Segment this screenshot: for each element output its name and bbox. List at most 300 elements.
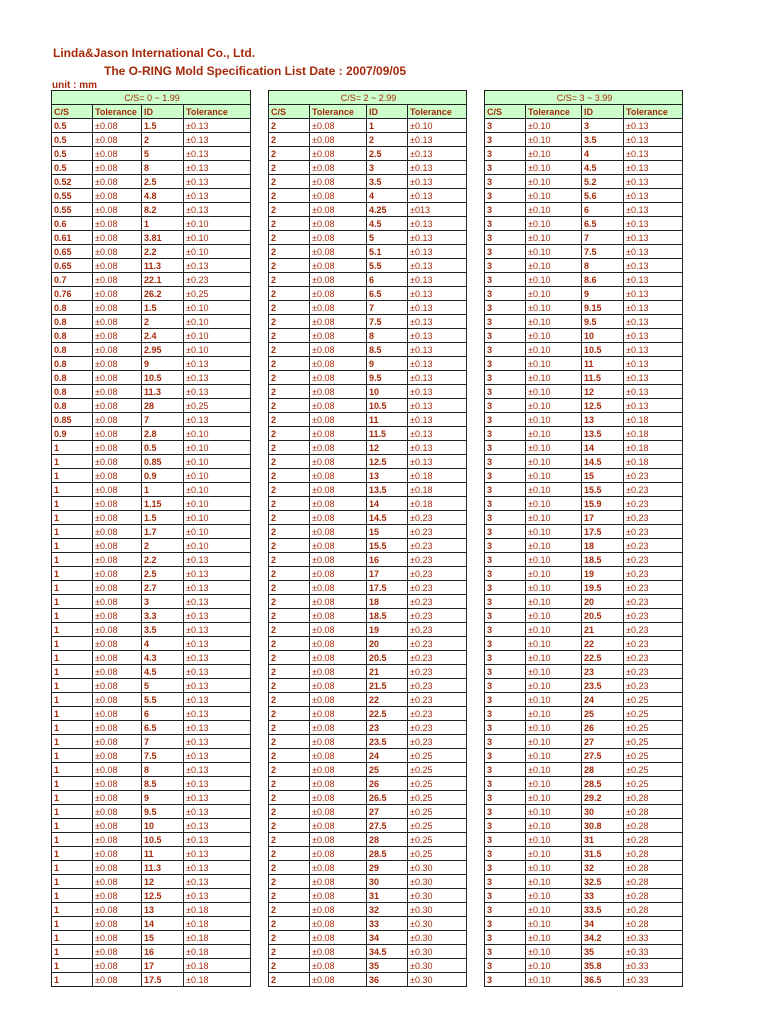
column-header: C/S xyxy=(269,105,310,119)
cs-cell: 1 xyxy=(52,497,93,511)
cs-cell: 3 xyxy=(485,133,526,147)
cs-tolerance-cell: ±0.10 xyxy=(526,819,582,833)
table-row xyxy=(52,539,251,553)
id-cell: 12.5 xyxy=(142,889,184,903)
id-tolerance-cell: ±0.13 xyxy=(184,819,251,833)
id-tolerance-cell: ±0.25 xyxy=(184,287,251,301)
cs-tolerance-cell: ±0.08 xyxy=(93,231,142,245)
table-row xyxy=(269,763,467,777)
cs-tolerance-cell: ±0.10 xyxy=(526,693,582,707)
cs-cell: 2 xyxy=(269,483,310,497)
cs-cell: 1 xyxy=(52,707,93,721)
table-row xyxy=(52,245,251,259)
id-tolerance-cell: ±0.25 xyxy=(624,735,683,749)
id-cell: 5.2 xyxy=(582,175,624,189)
id-tolerance-cell: ±0.25 xyxy=(624,763,683,777)
cs-cell: 2 xyxy=(269,833,310,847)
table-row xyxy=(485,889,683,903)
unit-label: unit : mm xyxy=(52,80,97,91)
cs-cell: 3 xyxy=(485,833,526,847)
id-tolerance-cell: ±0.13 xyxy=(184,147,251,161)
table-row xyxy=(269,133,467,147)
cs-tolerance-cell: ±0.08 xyxy=(93,805,142,819)
table-row xyxy=(485,917,683,931)
cs-cell: 2 xyxy=(269,861,310,875)
id-cell: 17.5 xyxy=(582,525,624,539)
cs-tolerance-cell: ±0.08 xyxy=(310,651,367,665)
column-header: Tolerance xyxy=(184,105,251,119)
id-cell: 27.5 xyxy=(367,819,408,833)
id-cell: 11 xyxy=(582,357,624,371)
id-tolerance-cell: ±0.13 xyxy=(624,175,683,189)
cs-tolerance-cell: ±0.10 xyxy=(526,805,582,819)
id-cell: 22.1 xyxy=(142,273,184,287)
column-header: Tolerance xyxy=(624,105,683,119)
cs-cell: 2 xyxy=(269,539,310,553)
table-row xyxy=(269,399,467,413)
table-row xyxy=(485,175,683,189)
id-cell: 4.25 xyxy=(367,203,408,217)
table-row xyxy=(52,273,251,287)
cs-tolerance-cell: ±0.10 xyxy=(526,623,582,637)
table-row xyxy=(52,119,251,133)
id-tolerance-cell: ±0.25 xyxy=(408,833,467,847)
cs-tolerance-cell: ±0.10 xyxy=(526,931,582,945)
table-row xyxy=(485,931,683,945)
cs-tolerance-cell: ±0.08 xyxy=(93,623,142,637)
cs-cell: 3 xyxy=(485,301,526,315)
cs-cell: 0.5 xyxy=(52,147,93,161)
id-cell: 30 xyxy=(367,875,408,889)
cs-tolerance-cell: ±0.08 xyxy=(310,637,367,651)
cs-cell: 1 xyxy=(52,483,93,497)
cs-cell: 2 xyxy=(269,231,310,245)
cs-cell: 3 xyxy=(485,777,526,791)
cs-tolerance-cell: ±0.10 xyxy=(526,707,582,721)
cs-tolerance-cell: ±0.08 xyxy=(93,245,142,259)
cs-cell: 0.65 xyxy=(52,245,93,259)
cs-tolerance-cell: ±0.10 xyxy=(526,651,582,665)
id-cell: 7 xyxy=(367,301,408,315)
table-row xyxy=(485,455,683,469)
cs-cell: 1 xyxy=(52,875,93,889)
cs-tolerance-cell: ±0.08 xyxy=(310,273,367,287)
column-header: ID xyxy=(142,105,184,119)
cs-cell: 1 xyxy=(52,819,93,833)
id-tolerance-cell: ±0.13 xyxy=(408,399,467,413)
cs-tolerance-cell: ±0.08 xyxy=(93,329,142,343)
cs-cell: 1 xyxy=(52,749,93,763)
table-row xyxy=(52,217,251,231)
table-row xyxy=(52,595,251,609)
cs-cell: 1 xyxy=(52,903,93,917)
id-tolerance-cell: ±0.13 xyxy=(408,413,467,427)
id-cell: 7.5 xyxy=(142,749,184,763)
id-tolerance-cell: ±0.23 xyxy=(624,679,683,693)
cs-cell: 3 xyxy=(485,651,526,665)
id-tolerance-cell: ±0.13 xyxy=(624,329,683,343)
cs-cell: 1 xyxy=(52,945,93,959)
table-row xyxy=(485,665,683,679)
cs-tolerance-cell: ±0.08 xyxy=(310,875,367,889)
id-tolerance-cell: ±0.23 xyxy=(408,609,467,623)
id-tolerance-cell: ±0.25 xyxy=(624,707,683,721)
id-tolerance-cell: ±0.23 xyxy=(624,539,683,553)
cs-tolerance-cell: ±0.08 xyxy=(93,679,142,693)
cs-tolerance-cell: ±0.08 xyxy=(93,749,142,763)
id-tolerance-cell: ±0.28 xyxy=(624,861,683,875)
cs-cell: 0.55 xyxy=(52,203,93,217)
cs-tolerance-cell: ±0.08 xyxy=(310,749,367,763)
id-cell: 21 xyxy=(367,665,408,679)
id-cell: 9.15 xyxy=(582,301,624,315)
id-cell: 23.5 xyxy=(367,735,408,749)
table-row xyxy=(269,287,467,301)
id-cell: 26 xyxy=(582,721,624,735)
id-cell: 9 xyxy=(582,287,624,301)
table-row xyxy=(485,119,683,133)
id-cell: 15 xyxy=(367,525,408,539)
id-tolerance-cell: ±0.13 xyxy=(184,665,251,679)
cs-cell: 2 xyxy=(269,147,310,161)
table-header-row xyxy=(269,105,467,119)
cs-cell: 1 xyxy=(52,931,93,945)
id-tolerance-cell: ±0.13 xyxy=(184,609,251,623)
table-row xyxy=(269,413,467,427)
table-row xyxy=(52,609,251,623)
cs-cell: 2 xyxy=(269,917,310,931)
cs-cell: 2 xyxy=(269,679,310,693)
id-tolerance-cell: ±0.13 xyxy=(408,189,467,203)
cs-tolerance-cell: ±0.08 xyxy=(93,609,142,623)
id-tolerance-cell: ±0.13 xyxy=(408,175,467,189)
id-cell: 7.5 xyxy=(367,315,408,329)
cs-cell: 1 xyxy=(52,735,93,749)
id-cell: 2 xyxy=(142,539,184,553)
cs-cell: 0.8 xyxy=(52,385,93,399)
cs-tolerance-cell: ±0.10 xyxy=(526,287,582,301)
id-tolerance-cell: ±0.13 xyxy=(184,693,251,707)
cs-cell: 3 xyxy=(485,721,526,735)
id-tolerance-cell: ±0.13 xyxy=(408,301,467,315)
table-row xyxy=(269,805,467,819)
cs-tolerance-cell: ±0.08 xyxy=(93,217,142,231)
cs-cell: 0.8 xyxy=(52,329,93,343)
table-row xyxy=(269,385,467,399)
cs-tolerance-cell: ±0.10 xyxy=(526,329,582,343)
id-tolerance-cell: ±0.28 xyxy=(624,833,683,847)
id-tolerance-cell: ±0.23 xyxy=(408,539,467,553)
cs-cell: 3 xyxy=(485,441,526,455)
cs-tolerance-cell: ±0.08 xyxy=(310,693,367,707)
id-tolerance-cell: ±013 xyxy=(408,203,467,217)
id-tolerance-cell: ±0.23 xyxy=(624,651,683,665)
id-tolerance-cell: ±0.13 xyxy=(184,203,251,217)
id-tolerance-cell: ±0.18 xyxy=(408,483,467,497)
id-cell: 1.7 xyxy=(142,525,184,539)
cs-cell: 2 xyxy=(269,931,310,945)
id-cell: 16 xyxy=(367,553,408,567)
id-cell: 28 xyxy=(142,399,184,413)
table-row xyxy=(485,875,683,889)
id-cell: 27 xyxy=(367,805,408,819)
cs-cell: 0.6 xyxy=(52,217,93,231)
cs-tolerance-cell: ±0.08 xyxy=(93,441,142,455)
id-tolerance-cell: ±0.13 xyxy=(624,203,683,217)
cs-tolerance-cell: ±0.08 xyxy=(310,889,367,903)
table-row xyxy=(269,455,467,469)
id-tolerance-cell: ±0.10 xyxy=(184,525,251,539)
table-row xyxy=(485,721,683,735)
table-row xyxy=(52,763,251,777)
cs-tolerance-cell: ±0.08 xyxy=(310,931,367,945)
cs-tolerance-cell: ±0.10 xyxy=(526,497,582,511)
cs-tolerance-cell: ±0.08 xyxy=(310,861,367,875)
table-row xyxy=(269,749,467,763)
id-tolerance-cell: ±0.13 xyxy=(624,399,683,413)
id-tolerance-cell: ±0.23 xyxy=(624,483,683,497)
id-tolerance-cell: ±0.30 xyxy=(408,889,467,903)
cs-cell: 1 xyxy=(52,581,93,595)
cs-cell: 1 xyxy=(52,525,93,539)
cs-tolerance-cell: ±0.08 xyxy=(310,357,367,371)
id-tolerance-cell: ±0.13 xyxy=(184,833,251,847)
cs-tolerance-cell: ±0.08 xyxy=(93,301,142,315)
id-tolerance-cell: ±0.13 xyxy=(184,679,251,693)
id-tolerance-cell: ±0.25 xyxy=(408,791,467,805)
table-row xyxy=(269,875,467,889)
id-cell: 33 xyxy=(582,889,624,903)
id-tolerance-cell: ±0.13 xyxy=(624,315,683,329)
id-tolerance-cell: ±0.18 xyxy=(624,413,683,427)
id-cell: 29 xyxy=(367,861,408,875)
company-name: Linda&Jason International Co., Ltd. xyxy=(53,46,256,60)
table-row xyxy=(485,231,683,245)
id-tolerance-cell: ±0.28 xyxy=(624,847,683,861)
cs-tolerance-cell: ±0.08 xyxy=(310,833,367,847)
id-cell: 9.5 xyxy=(582,315,624,329)
cs-tolerance-cell: ±0.10 xyxy=(526,259,582,273)
id-cell: 22.5 xyxy=(582,651,624,665)
table-row xyxy=(485,819,683,833)
cs-tolerance-cell: ±0.10 xyxy=(526,637,582,651)
cs-tolerance-cell: ±0.10 xyxy=(526,175,582,189)
id-tolerance-cell: ±0.23 xyxy=(408,595,467,609)
id-tolerance-cell: ±0.23 xyxy=(408,679,467,693)
id-cell: 21.5 xyxy=(367,679,408,693)
id-cell: 23 xyxy=(367,721,408,735)
id-tolerance-cell: ±0.13 xyxy=(624,357,683,371)
id-tolerance-cell: ±0.28 xyxy=(624,917,683,931)
id-tolerance-cell: ±0.23 xyxy=(408,511,467,525)
id-tolerance-cell: ±0.25 xyxy=(184,399,251,413)
cs-tolerance-cell: ±0.08 xyxy=(310,301,367,315)
table-row xyxy=(269,469,467,483)
cs-tolerance-cell: ±0.10 xyxy=(526,749,582,763)
table-row xyxy=(52,819,251,833)
cs-tolerance-cell: ±0.08 xyxy=(310,343,367,357)
cs-cell: 2 xyxy=(269,469,310,483)
id-tolerance-cell: ±0.23 xyxy=(408,651,467,665)
id-cell: 6 xyxy=(582,203,624,217)
cs-tolerance-cell: ±0.10 xyxy=(526,161,582,175)
cs-cell: 2 xyxy=(269,119,310,133)
table-row xyxy=(269,189,467,203)
cs-tolerance-cell: ±0.10 xyxy=(526,133,582,147)
cs-tolerance-cell: ±0.08 xyxy=(93,483,142,497)
cs-cell: 3 xyxy=(485,581,526,595)
id-cell: 10 xyxy=(367,385,408,399)
cs-tolerance-cell: ±0.08 xyxy=(93,567,142,581)
table-row xyxy=(52,651,251,665)
id-cell: 28.5 xyxy=(582,777,624,791)
cs-tolerance-cell: ±0.08 xyxy=(310,175,367,189)
id-cell: 11.3 xyxy=(142,861,184,875)
cs-tolerance-cell: ±0.10 xyxy=(526,973,582,987)
id-tolerance-cell: ±0.18 xyxy=(184,903,251,917)
cs-tolerance-cell: ±0.08 xyxy=(310,371,367,385)
cs-tolerance-cell: ±0.08 xyxy=(93,147,142,161)
cs-tolerance-cell: ±0.10 xyxy=(526,791,582,805)
id-cell: 4 xyxy=(582,147,624,161)
id-tolerance-cell: ±0.13 xyxy=(408,161,467,175)
cs-tolerance-cell: ±0.10 xyxy=(526,609,582,623)
table-caption: C/S= 2 ~ 2.99 xyxy=(269,91,467,105)
table-row xyxy=(269,315,467,329)
id-cell: 5 xyxy=(142,147,184,161)
id-cell: 6.5 xyxy=(367,287,408,301)
table-row xyxy=(485,763,683,777)
id-cell: 3.81 xyxy=(142,231,184,245)
cs-tolerance-cell: ±0.08 xyxy=(310,903,367,917)
cs-tolerance-cell: ±0.10 xyxy=(526,301,582,315)
cs-cell: 3 xyxy=(485,805,526,819)
id-tolerance-cell: ±0.13 xyxy=(408,217,467,231)
table-row xyxy=(269,581,467,595)
table-row xyxy=(485,525,683,539)
id-tolerance-cell: ±0.33 xyxy=(624,973,683,987)
id-tolerance-cell: ±0.18 xyxy=(184,959,251,973)
cs-tolerance-cell: ±0.08 xyxy=(310,805,367,819)
id-cell: 3 xyxy=(367,161,408,175)
cs-tolerance-cell: ±0.08 xyxy=(93,161,142,175)
table-row xyxy=(485,707,683,721)
id-cell: 12.5 xyxy=(367,455,408,469)
table-row xyxy=(485,441,683,455)
id-tolerance-cell: ±0.13 xyxy=(184,581,251,595)
id-cell: 2 xyxy=(367,133,408,147)
table-row xyxy=(485,651,683,665)
id-cell: 18 xyxy=(582,539,624,553)
id-cell: 23.5 xyxy=(582,679,624,693)
id-cell: 8 xyxy=(582,259,624,273)
id-cell: 4 xyxy=(367,189,408,203)
table-row xyxy=(52,427,251,441)
id-tolerance-cell: ±0.13 xyxy=(184,707,251,721)
cs-tolerance-cell: ±0.08 xyxy=(310,917,367,931)
id-tolerance-cell: ±0.23 xyxy=(624,581,683,595)
table-caption: C/S= 3 ~ 3.99 xyxy=(485,91,683,105)
cs-cell: 3 xyxy=(485,455,526,469)
id-tolerance-cell: ±0.13 xyxy=(408,455,467,469)
cs-tolerance-cell: ±0.10 xyxy=(526,581,582,595)
id-tolerance-cell: ±0.23 xyxy=(408,665,467,679)
table-row xyxy=(269,707,467,721)
id-tolerance-cell: ±0.13 xyxy=(184,637,251,651)
id-tolerance-cell: ±0.33 xyxy=(624,959,683,973)
id-cell: 1 xyxy=(142,483,184,497)
id-cell: 5 xyxy=(367,231,408,245)
id-cell: 3.5 xyxy=(367,175,408,189)
cs-cell: 3 xyxy=(485,847,526,861)
cs-tolerance-cell: ±0.08 xyxy=(310,959,367,973)
id-cell: 1.5 xyxy=(142,301,184,315)
cs-cell: 2 xyxy=(269,189,310,203)
id-cell: 13 xyxy=(582,413,624,427)
id-tolerance-cell: ±0.23 xyxy=(624,511,683,525)
id-cell: 12.5 xyxy=(582,399,624,413)
cs-cell: 3 xyxy=(485,539,526,553)
cs-cell: 2 xyxy=(269,259,310,273)
id-tolerance-cell: ±0.25 xyxy=(624,749,683,763)
cs-tolerance-cell: ±0.08 xyxy=(93,455,142,469)
cs-cell: 1 xyxy=(52,917,93,931)
id-tolerance-cell: ±0.13 xyxy=(408,287,467,301)
id-cell: 13.5 xyxy=(582,427,624,441)
cs-cell: 1 xyxy=(52,721,93,735)
cs-tolerance-cell: ±0.08 xyxy=(93,133,142,147)
id-cell: 6.5 xyxy=(142,721,184,735)
id-tolerance-cell: ±0.28 xyxy=(624,875,683,889)
cs-tolerance-cell: ±0.08 xyxy=(93,777,142,791)
table-row xyxy=(269,371,467,385)
table-row xyxy=(269,553,467,567)
table-row xyxy=(52,693,251,707)
table-row xyxy=(485,623,683,637)
id-tolerance-cell: ±0.30 xyxy=(408,917,467,931)
cs-cell: 1 xyxy=(52,833,93,847)
table-row xyxy=(269,539,467,553)
cs-cell: 3 xyxy=(485,315,526,329)
table-row xyxy=(269,889,467,903)
table-row xyxy=(52,147,251,161)
cs-cell: 2 xyxy=(269,399,310,413)
table-row xyxy=(52,329,251,343)
id-tolerance-cell: ±0.23 xyxy=(624,469,683,483)
table-row xyxy=(52,637,251,651)
id-cell: 28 xyxy=(367,833,408,847)
id-cell: 8.5 xyxy=(142,777,184,791)
table-row xyxy=(485,413,683,427)
id-cell: 7.5 xyxy=(582,245,624,259)
id-tolerance-cell: ±0.10 xyxy=(184,301,251,315)
cs-cell: 3 xyxy=(485,959,526,973)
cs-cell: 1 xyxy=(52,665,93,679)
cs-cell: 2 xyxy=(269,665,310,679)
table-row xyxy=(485,329,683,343)
cs-tolerance-cell: ±0.08 xyxy=(93,189,142,203)
cs-tolerance-cell: ±0.10 xyxy=(526,427,582,441)
table-row xyxy=(269,441,467,455)
table-row xyxy=(485,567,683,581)
cs-cell: 2 xyxy=(269,413,310,427)
cs-cell: 1 xyxy=(52,959,93,973)
id-cell: 32 xyxy=(582,861,624,875)
id-cell: 2 xyxy=(142,315,184,329)
id-tolerance-cell: ±0.23 xyxy=(408,637,467,651)
table-row xyxy=(52,749,251,763)
table-row xyxy=(52,497,251,511)
